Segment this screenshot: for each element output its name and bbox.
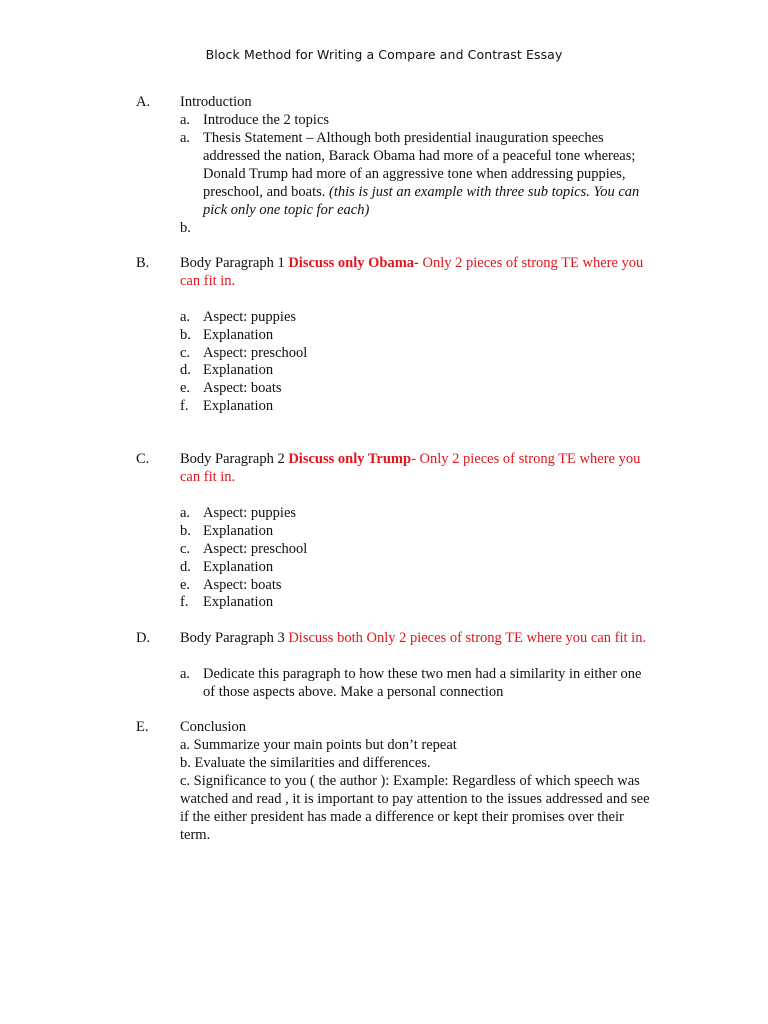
list-item-text: Explanation [203,594,274,610]
list-marker: a. [180,505,191,521]
heading-label: Body Paragraph 1 [180,255,285,271]
list-marker: b. [180,220,191,236]
list-item [180,558,273,576]
section-letter: C. [136,451,150,467]
list-marker: a. [180,130,191,146]
list-marker: f. [180,398,189,414]
list-item-text: Introduce the 2 topics [203,112,330,128]
thesis-note: (this is just an example with three sub topics. You can pick only one topic for each) [203,184,640,218]
section-heading [180,450,650,486]
heading-note: Only 2 pieces of strong TE where you can fit in. [180,255,644,289]
list-marker: a. [180,112,191,128]
list-item [180,504,296,522]
conclusion-paragraph: c. Significance to you ( the author ): Example: Regardless of which speech was watched and read , it is important to pay attention to the issues addressed and see if the either president has made a difference or kept their promises over their term. [180,773,650,843]
heading-label: Body Paragraph 3 [180,630,285,646]
thesis-text: Thesis Statement – Although both presidential inauguration speeches addressed the nation, Barack Obama had more of a peaceful tone whereas; Donald Trump had more of an aggressive tone when addressing puppies, preschool, and boats. [203,130,636,200]
conclusion-line: a. Summarize your main points but don’t repeat [180,737,457,753]
list-item-text: Explanation [203,523,274,539]
section-letter: E. [136,719,149,735]
list-marker: a. [180,309,191,325]
list-item [180,326,273,344]
list-item [180,540,307,558]
section-heading [180,254,650,290]
list-item-text: Explanation [203,327,274,343]
list-item [180,219,203,237]
list-item [180,379,282,397]
list-item [180,344,307,362]
list-item-text: Explanation [203,398,274,414]
section-heading [180,629,650,647]
heading-emphasis: Discuss only Trump [288,451,412,467]
list-item-text: Aspect: preschool [203,345,308,361]
list-item [180,522,273,540]
heading-emphasis: Discuss only Obama- [288,255,419,271]
section-heading: Conclusion [180,719,247,735]
list-item [180,361,273,379]
list-marker: e. [180,577,191,593]
section-letter: D. [136,630,151,646]
list-marker: e. [180,380,191,396]
list-item [180,576,282,594]
list-item-text: Dedicate this paragraph to how these two men had a similarity in either one of those aspects above. Make a personal connection [203,666,642,700]
list-marker: b. [180,327,191,343]
list-item-text: Aspect: boats [203,380,282,396]
heading-note: Discuss both Only 2 pieces of strong TE where you can fit in. [288,630,647,646]
list-marker: c. [180,541,191,557]
list-item-text: Explanation [203,362,274,378]
list-item [180,397,273,415]
list-marker: b. [180,523,191,539]
list-item-text: Aspect: boats [203,577,282,593]
list-item [180,308,296,326]
list-item [180,111,329,129]
heading-note: - Only 2 pieces of strong TE where you can fit in. [180,451,641,485]
list-item-text: Explanation [203,559,274,575]
list-item-text: Aspect: preschool [203,541,308,557]
list-item [180,665,650,701]
list-marker: c. [180,345,191,361]
thesis-statement-item [180,129,650,219]
list-marker: d. [180,559,191,575]
section-letter: A. [136,94,151,110]
list-item-text: Aspect: puppies [203,309,297,325]
section-heading: Introduction [180,94,252,110]
heading-label: Body Paragraph 2 [180,451,285,467]
list-marker: f. [180,594,189,610]
conclusion-line: b. Evaluate the similarities and differences. [180,755,431,771]
section-letter: B. [136,255,150,271]
list-item-text: Aspect: puppies [203,505,297,521]
list-item [180,593,273,611]
document-title: Block Method for Writing a Compare and Contrast Essay [205,47,563,62]
list-marker: d. [180,362,191,378]
list-marker: a. [180,666,191,682]
